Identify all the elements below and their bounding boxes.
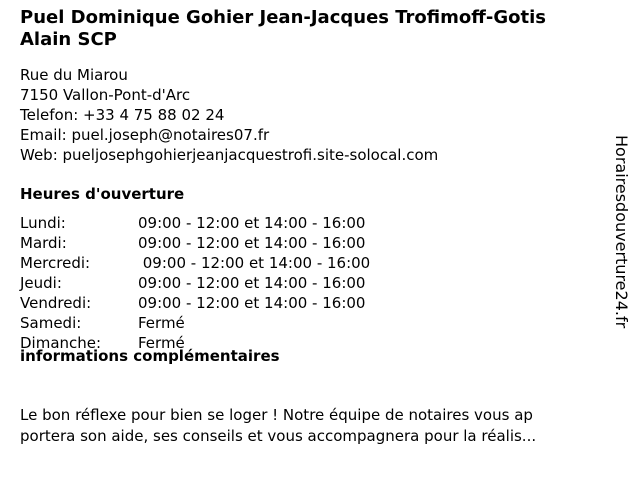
opening-hours-table [20, 213, 370, 353]
additional-info-text [20, 405, 620, 447]
street-address: Rue du Miarou [20, 66, 128, 84]
contact-block [20, 65, 438, 165]
day-label: Jeudi: [20, 274, 62, 292]
time-range: 09:00 - 12:00 et 14:00 - 16:00 [138, 234, 366, 252]
time-range: Fermé [138, 334, 185, 352]
hours-row-saturday [20, 313, 370, 333]
hours-row-thursday [20, 273, 370, 293]
additional-info-heading: informations complémentaires [20, 347, 280, 365]
hours-row-tuesday [20, 233, 370, 253]
info-line-2: portera son aide, ses conseils et vous accompagnera pour la réalis... [20, 427, 537, 445]
day-label: Samedi: [20, 314, 82, 332]
hours-row-wednesday [20, 253, 370, 273]
day-label: Mardi: [20, 234, 67, 252]
website-address: Web: pueljosephgohierjeanjacquestrofi.site-solocal.com [20, 146, 439, 164]
business-title-line-1: Puel Dominique Gohier Jean-Jacques Trofimoff-Gotis [20, 7, 546, 28]
hours-row-friday [20, 293, 370, 313]
day-label: Mercredi: [20, 254, 91, 272]
phone-number: Telefon: +33 4 75 88 02 24 [20, 106, 225, 124]
day-label: Vendredi: [20, 294, 92, 312]
business-title [20, 7, 620, 51]
day-label: Dimanche: [20, 334, 102, 352]
hours-row-monday [20, 213, 370, 233]
site-watermark: Horairesdouverture24.fr [612, 135, 631, 329]
day-label: Lundi: [20, 214, 66, 232]
time-range: 09:00 - 12:00 et 14:00 - 16:00 [138, 214, 366, 232]
city-address: 7150 Vallon-Pont-d'Arc [20, 86, 191, 104]
opening-hours-heading: Heures d'ouverture [20, 185, 185, 203]
time-range: 09:00 - 12:00 et 14:00 - 16:00 [138, 294, 366, 312]
time-range: 09:00 - 12:00 et 14:00 - 16:00 [138, 254, 371, 272]
business-title-line-2: Alain SCP [20, 29, 117, 50]
time-range: 09:00 - 12:00 et 14:00 - 16:00 [138, 274, 366, 292]
time-range: Fermé [138, 314, 185, 332]
info-line-1: Le bon réflexe pour bien se loger ! Notre équipe de notaires vous ap [20, 406, 533, 424]
email-address: Email: puel.joseph@notaires07.fr [20, 126, 270, 144]
